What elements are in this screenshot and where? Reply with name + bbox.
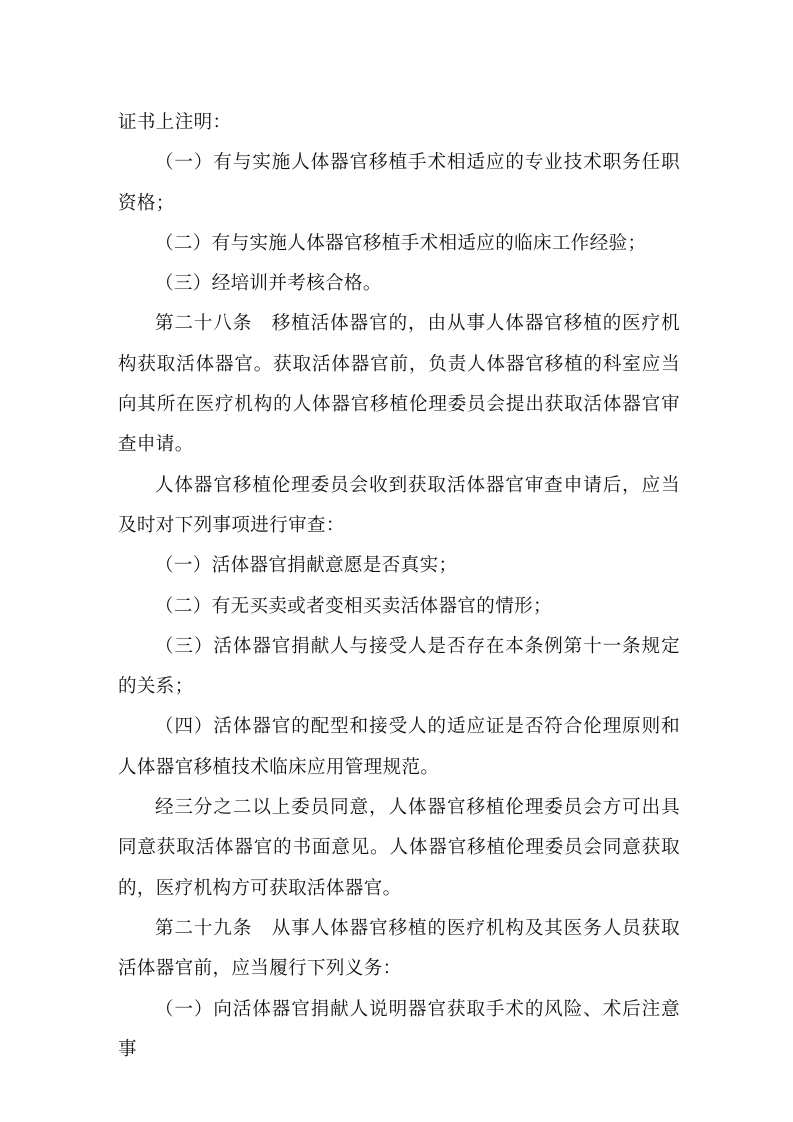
paragraph-review-item-3: （三）活体器官捐献人与接受人是否存在本条例第十一条规定的关系；	[118, 635, 680, 698]
paragraph-certificate-note: 证书上注明：	[118, 112, 232, 133]
document-body	[118, 103, 680, 1070]
paragraph-item-3-training: （三）经培训并考核合格。	[155, 273, 382, 295]
paragraph-item-2-experience: （二）有与实施人体器官移植手术相适应的临床工作经验；	[155, 232, 647, 254]
paragraph-review-item-2: （二）有无买卖或者变相买卖活体器官的情形；	[155, 595, 552, 617]
paragraph-duty-item-1: （一）向活体器官捐献人说明器官获取手术的风险、术后注意事	[118, 998, 680, 1060]
paragraph-review-item-4: （四）活体器官的配型和接受人的适应证是否符合伦理原则和人体器官移植技术临床应用管理规范。	[118, 716, 680, 778]
paragraph-ethics-review: 人体器官移植伦理委员会收到获取活体器官审查申请后，应当及时对下列事项进行审查：	[118, 474, 680, 536]
paragraph-item-1-qualification: （一）有与实施人体器官移植手术相适应的专业技术职务任职资格；	[118, 152, 680, 214]
paragraph-article-29: 第二十九条 从事人体器官移植的医疗机构及其医务人员获取活体器官前，应当履行下列义务：	[118, 917, 680, 980]
paragraph-article-28: 第二十八条 移植活体器官的，由从事人体器官移植的医疗机构获取活体器官。获取活体器官前，负责人体器官移植的科室应当向其所在医疗机构的人体器官移植伦理委员会提出获取活体器官审查申请。	[118, 313, 680, 456]
paragraph-review-item-1: （一）活体器官捐献意愿是否真实；	[155, 555, 458, 577]
paragraph-approval: 经三分之二以上委员同意，人体器官移植伦理委员会方可出具同意获取活体器官的书面意见。人体器官移植伦理委员会同意获取的，医疗机构方可获取活体器官。	[118, 797, 680, 899]
